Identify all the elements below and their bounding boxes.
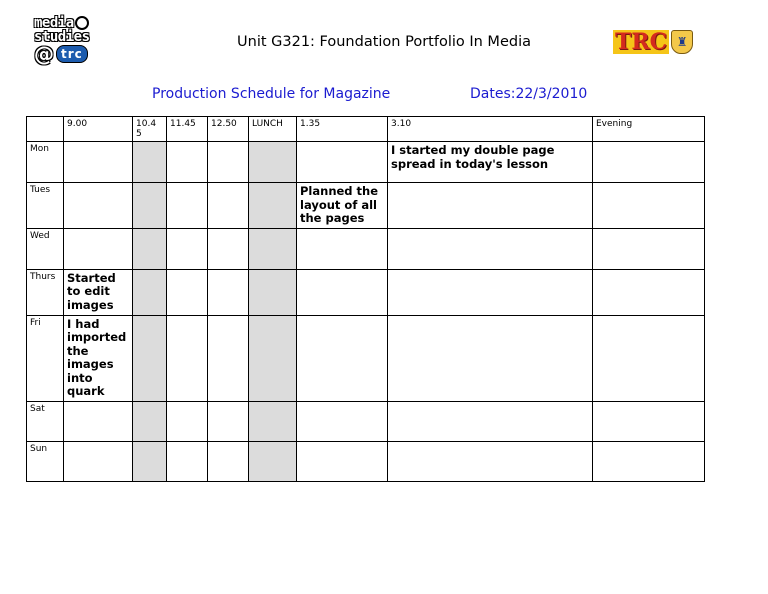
column-header: Evening (593, 117, 705, 142)
schedule-cell (593, 269, 705, 315)
schedule-cell (388, 228, 593, 269)
schedule-cell (593, 315, 705, 401)
document-title: Unit G321: Foundation Portfolio In Media (237, 34, 531, 50)
column-header: 9.00 (64, 117, 133, 142)
table-header-row (27, 117, 705, 142)
schedule-cell (208, 228, 249, 269)
schedule-entry: Planned the layout of all the pages (300, 184, 379, 225)
schedule-cell (593, 183, 705, 229)
day-label: Fri (27, 315, 64, 401)
schedule-cell (388, 183, 593, 229)
schedule-cell (208, 142, 249, 183)
column-header: 11.45 (167, 117, 208, 142)
schedule-cell (133, 315, 167, 401)
schedule-cell (208, 183, 249, 229)
schedule-cell (133, 183, 167, 229)
schedule-cell (208, 401, 249, 441)
schedule-cell (388, 142, 593, 183)
schedule-cell (593, 142, 705, 183)
schedule-cell (167, 441, 208, 481)
schedule-cell (64, 183, 133, 229)
column-header: 12.50 (208, 117, 249, 142)
schedule-cell (167, 401, 208, 441)
schedule-cell (297, 441, 388, 481)
day-label: Sun (27, 441, 64, 481)
schedule-cell (133, 142, 167, 183)
schedule-cell (208, 269, 249, 315)
schedule-cell (249, 441, 297, 481)
logo-line-media: media (34, 16, 106, 30)
table-row (27, 441, 705, 481)
schedule-cell (297, 142, 388, 183)
schedule-cell (133, 401, 167, 441)
crest-icon: ♜ (671, 30, 693, 54)
schedule-cell (64, 401, 133, 441)
schedule-cell (167, 142, 208, 183)
schedule-cell (297, 269, 388, 315)
table-row (27, 183, 705, 229)
schedule-dates: Dates:22/3/2010 (470, 86, 588, 102)
schedule-cell (388, 269, 593, 315)
schedule-cell (64, 228, 133, 269)
schedule-cell (249, 401, 297, 441)
column-header: 1.35 (297, 117, 388, 142)
schedule-cell (133, 441, 167, 481)
day-label: Sat (27, 401, 64, 441)
schedule-cell (388, 401, 593, 441)
day-label: Thurs (27, 269, 64, 315)
schedule-cell (593, 441, 705, 481)
schedule-cell (64, 315, 133, 401)
table-row (27, 269, 705, 315)
column-header: LUNCH (249, 117, 297, 142)
table-row (27, 315, 705, 401)
day-label: Mon (27, 142, 64, 183)
trc-logo-letters: TRC (615, 29, 668, 55)
schedule-cell (249, 142, 297, 183)
column-header: 10.4 5 (133, 117, 167, 142)
table-row (27, 401, 705, 441)
table-row (27, 228, 705, 269)
schedule-cell (297, 315, 388, 401)
schedule-cell (167, 228, 208, 269)
table-row (27, 142, 705, 183)
day-label: Tues (27, 183, 64, 229)
schedule-cell (167, 315, 208, 401)
schedule-cell (133, 228, 167, 269)
schedule-cell (249, 228, 297, 269)
schedule-cell (297, 183, 388, 229)
schedule-cell (593, 401, 705, 441)
schedule-cell (249, 183, 297, 229)
schedule-cell (167, 183, 208, 229)
schedule-cell (249, 269, 297, 315)
schedule-cell (297, 401, 388, 441)
schedule-cell (297, 228, 388, 269)
schedule-cell (64, 142, 133, 183)
production-schedule-table (26, 116, 705, 482)
schedule-cell (167, 269, 208, 315)
logo-line-studies: studies (34, 29, 90, 45)
trc-logo (613, 30, 704, 54)
schedule-entry: I had imported the images into quark (67, 316, 127, 398)
day-label: Wed (27, 228, 64, 269)
schedule-entry: Started to edit images (67, 270, 116, 312)
schedule-cell (208, 315, 249, 401)
schedule-cell (249, 315, 297, 401)
schedule-cell (388, 315, 593, 401)
schedule-cell (208, 441, 249, 481)
schedule-cell (64, 441, 133, 481)
logo-at-sign: @ (34, 42, 54, 66)
logo-trc-badge: trc (56, 45, 88, 63)
schedule-cell (388, 441, 593, 481)
column-header: 3.10 (388, 117, 593, 142)
schedule-cell (64, 269, 133, 315)
column-header (27, 117, 64, 142)
logo-circle-icon (75, 16, 89, 30)
schedule-title: Production Schedule for Magazine (152, 86, 391, 102)
schedule-entry: I started my double page spread in today's lesson (391, 143, 555, 171)
schedule-cell (593, 228, 705, 269)
schedule-cell (133, 269, 167, 315)
